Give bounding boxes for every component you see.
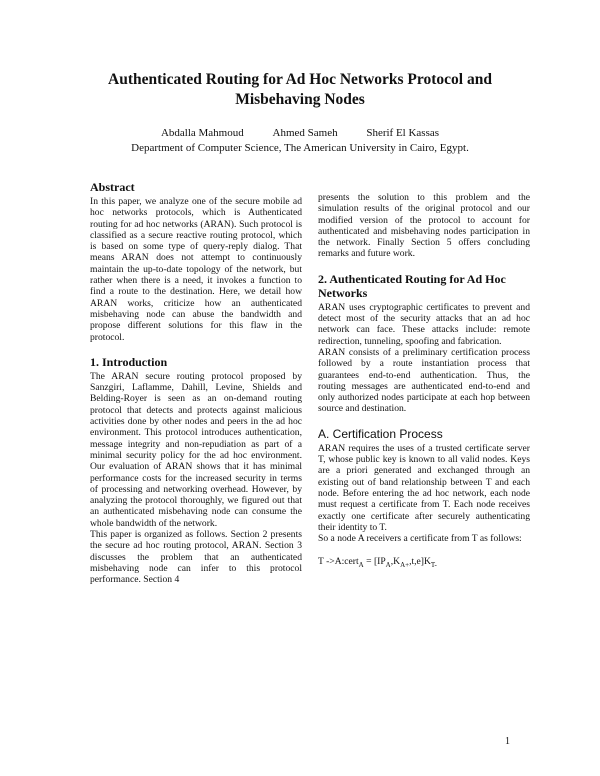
author-2: Ahmed Sameh [272, 127, 338, 139]
section-a-paragraph-1: ARAN requires the uses of a trusted certificate server T, whose public key is known to all valid nodes. Keys are a priori generated and exchanged through an existing out of band relationship between T and each node. Before entering the ad hoc network, each node must request a certificate from T. Each node receives exactly one certificate after securely authenticating their identity to T. [318, 442, 530, 533]
intro-continuation: presents the solution to this problem and the simulation results of the original protocol and our modified version of the protocol to account for authenticated and misbehaving nodes participation in the network. Finally Section 5 offers concluding remarks and future work. [318, 192, 530, 260]
section-2-paragraph-2: ARAN consists of a preliminary certification process followed by a route instantiation process that guarantees end-to-end authentication. Thus, the routing messages are authenticated end-to-end and only authorized nodes participate at each hop between source and destination. [318, 346, 530, 415]
title-line-2: Misbehaving Nodes [235, 91, 365, 108]
author-names [40, 126, 560, 141]
abstract-text: In this paper, we analyze one of the secure mobile ad hoc networks protocols, which is Authenticated routing for ad hoc networks (ARAN). Such protocol is classified as a secure reactive routing protocol, which is based on some type of query-reply dialog. That means ARAN does not attempt to continuously maintain the up-to-date topology of the network, but rather when there is a need, it invokes a function to find a route to the destination. Here, we detail how ARAN works, criticize how an authenticated misbehaving node can abuse the bandwidth and propose different solutions for this flaw in the protocol. [90, 196, 302, 343]
section-a-paragraph-2: So a node A receivers a certificate from T as follows: [318, 533, 522, 545]
section-a-heading: A. Certification Process [318, 426, 443, 441]
intro-paragraph-1: The ARAN secure routing protocol proposed by Sanzgiri, Laflamme, Dahill, Levine, Shields and Belding-Royer is seen as an on-demand routing protocol that detects and protects against malicious activities done by other nodes and peers in the ad hoc environment. This protocol introduces authentication, message integrity and non-repudiation as part of a minimal security policy for the ad hoc environment. Our evaluation of ARAN shows that it has minimal performance costs for the increased security in terms of processing and networking overhead. However, by analyzing the protocol thoroughly, we figured out that an authenticated misbehaving node can consume the whole bandwidth of the network. [90, 370, 302, 529]
paper-title [60, 70, 540, 110]
intro-paragraph-2: This paper is organized as follows. Section 2 presents the secure ad hoc routing protocol, ARAN. Section 3 discusses the problem that an authenticated misbehaving node can infer to this protocol performance. Section 4 [90, 529, 302, 586]
section-2-paragraph-1: ARAN uses cryptographic certificates to prevent and detect most of the security attacks that an ad hoc network can face. These attacks include: remote redirection, tunneling, spoofing and fabrication. [318, 301, 530, 347]
certificate-formula: T ->A:cert$_A$ = $[IP_A,K_{A+},t,e]K_{T-}$ [318, 556, 437, 570]
author-1: Abdalla Mahmoud [160, 127, 244, 139]
intro-heading: 1. Introduction [90, 354, 168, 369]
abstract-heading: Abstract [90, 180, 135, 194]
page-number: 1 [505, 736, 510, 747]
section-2-heading: 2. Authenticated Routing for Ad Hoc Networks [318, 271, 506, 300]
right-column [318, 192, 530, 572]
title-line-1: Authenticated Routing for Ad Hoc Networks Protocol and [108, 71, 492, 88]
author-3: Sherif El Kassas [366, 127, 440, 139]
left-column [90, 180, 302, 586]
author-block [40, 126, 560, 156]
affiliation: Department of Computer Science, The American University in Cairo, Egypt. [131, 142, 469, 154]
